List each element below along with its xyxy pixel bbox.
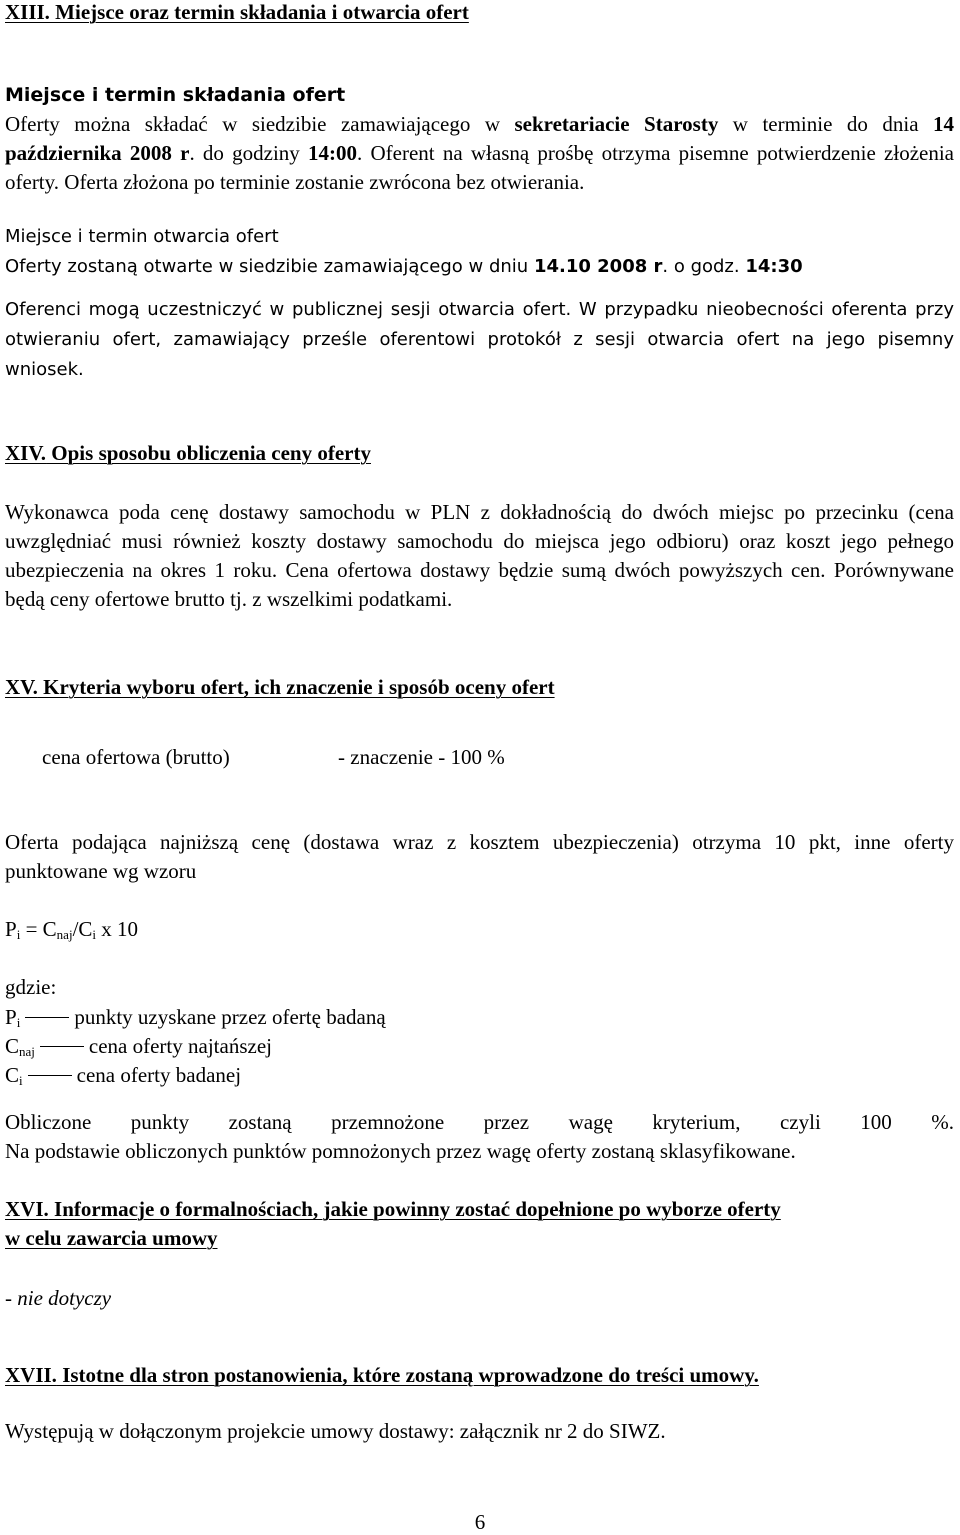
section-16-body: - nie dotyczy <box>5 1286 112 1310</box>
legend-where: gdzie: <box>5 975 57 999</box>
section-17-title: XVII. Istotne dla stron postanowienia, które zostaną wprowadzone do treści umowy. <box>5 1363 759 1387</box>
page-number: 6 <box>474 1510 486 1534</box>
section-14-body: Wykonawca poda cenę dostawy samochodu w PLN z dokładnością do dwóch miejsc po przecinku (cena uwzględniać musi również koszty dostawy samochodu do miejsca jego odbioru) oraz koszt jego pełnego ubezpieczenia na okres 1 roku. Cena ofertowa dostawy będzie sumą dwóch powyższych cen. Porównywane będą ceny ofertowe brutto tj. z wszelkimi podatkami. <box>5 500 954 611</box>
section-15-para2-line2: Na podstawie obliczonych punktów pomnożonych przez wagę oferty zostaną sklasyfikowane. <box>5 1139 796 1163</box>
section-17-body: Występują w dołączonym projekcie umowy dostawy: załącznik nr 2 do SIWZ. <box>5 1419 666 1443</box>
section-15-title: XV. Kryteria wyboru ofert, ich znaczenie i sposób oceny ofert <box>5 675 555 699</box>
criterion-weight: - znaczenie - 100 % <box>338 745 505 769</box>
scoring-formula: $P_i = C_{naj}/C_i$ x 10 <box>5 917 139 942</box>
legend-item-ci: $C_i$ cena oferty badanej <box>5 1063 242 1088</box>
section-14-title: XIV. Opis sposobu obliczenia ceny oferty <box>5 441 371 465</box>
section-15-para1: Oferta podająca najniższą cenę (dostawa wraz z kosztem ubezpieczenia) otrzyma 10 pkt, inne oferty punktowane wg wzoru <box>5 830 954 883</box>
section-13-sub2-body: Oferenci mogą uczestniczyć w publicznej sesji otwarcia ofert. W przypadku nieobecności oferenta przy otwieraniu ofert, zamawiający prześle oferentowi protokół z sesji otwarcia ofert na jego pisemny wniosek. <box>5 299 954 380</box>
criterion-name: cena ofertowa (brutto) <box>42 745 230 769</box>
legend-item-cnaj: $C_{naj}$ cena oferty najtańszej <box>5 1034 272 1059</box>
section-13-sub2-title: Miejsce i termin otwarcia ofert <box>5 226 279 247</box>
section-13-sub2-line: Oferty zostaną otwarte w siedzibie zamawiającego w dniu 14.10 2008 r. o godz. 14:30 <box>5 256 803 277</box>
section-15-para2-line1: Obliczone punkty zostaną przemnożone przez wagę kryterium, czyli 100 %. <box>5 1110 954 1134</box>
section-16-title: XVI. Informacje o formalnościach, jakie powinny zostać dopełnione po wyborze oferty w celu zawarcia umowy <box>5 1197 781 1250</box>
section-13-sub1-title: Miejsce i termin składania ofert <box>5 84 346 106</box>
section-13-sub1-body: Oferty można składać w siedzibie zamawiającego w sekretariacie Starosty w terminie do dnia 14 października 2008 r. do godziny 14:00. Oferent na własną prośbę otrzyma pisemne potwierdzenie złożenia oferty. Oferta złożona po terminie zostanie zwrócona bez otwierania. <box>5 112 955 194</box>
section-13-title: XIII. Miejsce oraz termin składania i otwarcia ofert <box>5 0 469 24</box>
legend-item-p: $P_i$ punkty uzyskane przez ofertę badaną <box>5 1005 386 1030</box>
